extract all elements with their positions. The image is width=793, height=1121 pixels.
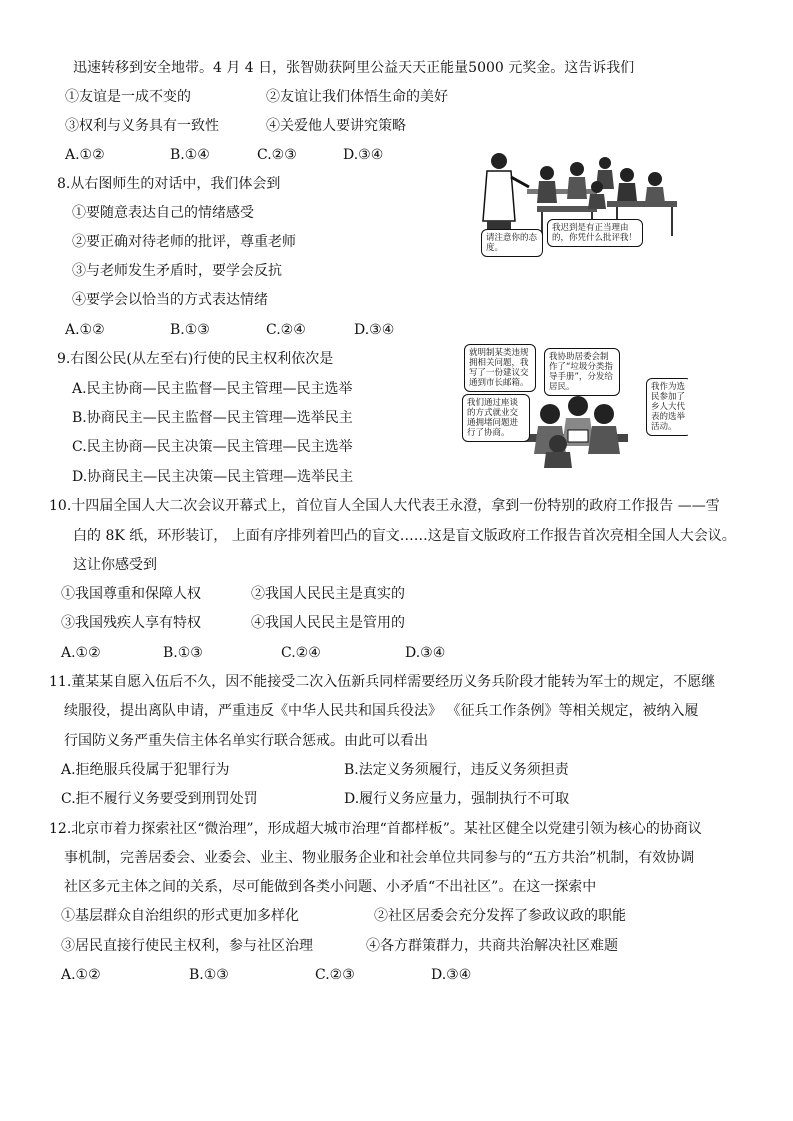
q8-statement-4: ④要学会以恰当的方式表达情绪 [72, 292, 268, 308]
q12-statement-1: ①基层群众自治组织的形式更加多样化 [61, 908, 299, 924]
q10-option-d: D.③④ [405, 645, 446, 661]
citizen-speech-bubble-1: 就明制某类违规拥相关问题，我写了一份建议交通到市长邮箱。 [464, 344, 536, 392]
q12-option-c: C.②③ [315, 967, 355, 983]
q11-option-a: A.拒绝服兵役属于犯罪行为 [61, 762, 230, 778]
q12-statement-2: ②社区居委会充分发挥了参政议政的职能 [374, 908, 626, 924]
q12-option-b: B.①③ [189, 967, 229, 983]
q8-statement-2: ②要正确对待老师的批评，尊重老师 [72, 234, 296, 250]
q7-stem-tail: 迅速转移到安全地带。4 月 4 日，张智勋获阿里公益天天正能量5000 元奖金。这告诉我们 [73, 60, 635, 76]
q9-stem: 9.右图公民(从左至右)行使的民主权利依次是 [57, 351, 334, 367]
q12-statement-4: ④各方群策群力，共商共治解决社区难题 [366, 938, 618, 954]
q11-stem-line-1: 11.董某某自愿入伍后不久，因不能接受二次入伍新兵同样需要经历义务兵阶段才能转为军士的规定，不愿继 [49, 674, 716, 690]
citizen-speech-bubble-2: 我协助居委会制作了“垃圾分类指导手册”，分发给居民。 [544, 348, 620, 396]
q11-option-d: D.履行义务应量力，强制执行不可取 [344, 791, 570, 807]
q7-option-c: C.②③ [257, 147, 297, 163]
q8-statement-1: ①要随意表达自己的情绪感受 [72, 205, 254, 221]
q12-option-a: A.①② [61, 967, 101, 983]
q7-statement-3: ③权利与义务具有一致性 [65, 118, 219, 134]
q10-stem-line-3: 这让你感受到 [73, 557, 157, 573]
q10-option-a: A.①② [61, 645, 101, 661]
q8-classroom-illustration [477, 151, 683, 265]
q10-statement-4: ④我国人民民主是管用的 [251, 615, 405, 631]
q7-option-b: B.①④ [170, 147, 210, 163]
citizen-speech-bubble-3: 我们通过座谈的方式就业交通拥堵问题进行了协商。 [462, 394, 530, 442]
q9-option-c: C.民主协商—民主决策—民主管理—民主选举 [72, 439, 353, 455]
q7-option-d: D.③④ [343, 147, 384, 163]
q8-option-c: C.②④ [266, 322, 306, 338]
q10-statement-3: ③我国残疾人享有特权 [61, 615, 201, 631]
q10-statement-1: ①我国尊重和保障人权 [61, 586, 201, 602]
q8-statement-3: ③与老师发生矛盾时，要学会反抗 [72, 263, 282, 279]
q11-option-b: B.法定义务须履行，违反义务须担责 [344, 762, 569, 778]
citizen-speech-bubble-4: 我作为选民参加了乡人大代表的选举活动。 [646, 378, 688, 436]
q10-statement-2: ②我国人民民主是真实的 [251, 586, 405, 602]
q8-stem: 8.从右图师生的对话中，我们体会到 [57, 176, 281, 192]
q7-statement-4: ④关爱他人要讲究策略 [266, 118, 406, 134]
q8-option-b: B.①③ [170, 322, 210, 338]
q7-statement-1: ①友谊是一成不变的 [65, 89, 191, 105]
q9-option-b: B.协商民主—民主监督—民主管理—选举民主 [72, 410, 353, 426]
q10-option-c: C.②④ [281, 645, 321, 661]
q11-stem-line-2: 续服役，提出离队申请，严重违反《中华人民共和国兵役法》 《征兵工作条例》等相关规定，被纳入履 [64, 703, 699, 719]
q11-option-c: C.拒不履行义务要受到刑罚处罚 [61, 791, 258, 807]
q10-stem-line-1: 10.十四届全国人大二次会议开幕式上，首位盲人全国人大代表王永澄，拿到一份特别的政府工作报告 ——雪 [49, 498, 720, 514]
q9-option-d: D.协商民主—民主决策—民主管理—选举民主 [72, 469, 354, 485]
q11-stem-line-3: 行国防义务严重失信主体名单实行联合惩戒。由此可以看出 [64, 733, 428, 749]
q8-option-d: D.③④ [354, 322, 395, 338]
q10-stem-line-2: 白的 8K 纸，环形装订， 上面有序排列着凹凸的盲文……这是盲文版政府工作报告首次亮相全国人大会议。 [73, 528, 736, 544]
q7-option-a: A.①② [65, 147, 105, 163]
q7-statement-2: ②友谊让我们体悟生命的美好 [266, 89, 448, 105]
student-speech-bubble: 我迟到是有正当理由的，你凭什么批评我！ [547, 219, 643, 247]
q12-stem-line-2: 事机制，完善居委会、业委会、业主、物业服务企业和社会单位共同参与的“五方共治”机制，有效协调 [64, 850, 695, 866]
q12-statement-3: ③居民直接行使民主权利，参与社区治理 [61, 938, 313, 954]
q12-stem-line-3: 社区多元主体之间的关系，尽可能做到各类小问题、小矛盾“不出社区”。在这一探索中 [64, 879, 597, 895]
q9-citizens-illustration [458, 342, 688, 468]
q12-stem-line-1: 12.北京市着力探索社区“微治理”，形成超大城市治理“首都样板”。某社区健全以党建引领为核心的协商议 [49, 821, 702, 837]
q9-option-a: A.民主协商—民主监督—民主管理—民主选举 [72, 381, 353, 397]
q12-option-d: D.③④ [431, 967, 472, 983]
teacher-speech-bubble: 请注意你的态度。 [481, 229, 543, 257]
q10-option-b: B.①③ [163, 645, 203, 661]
q8-option-a: A.①② [65, 322, 105, 338]
